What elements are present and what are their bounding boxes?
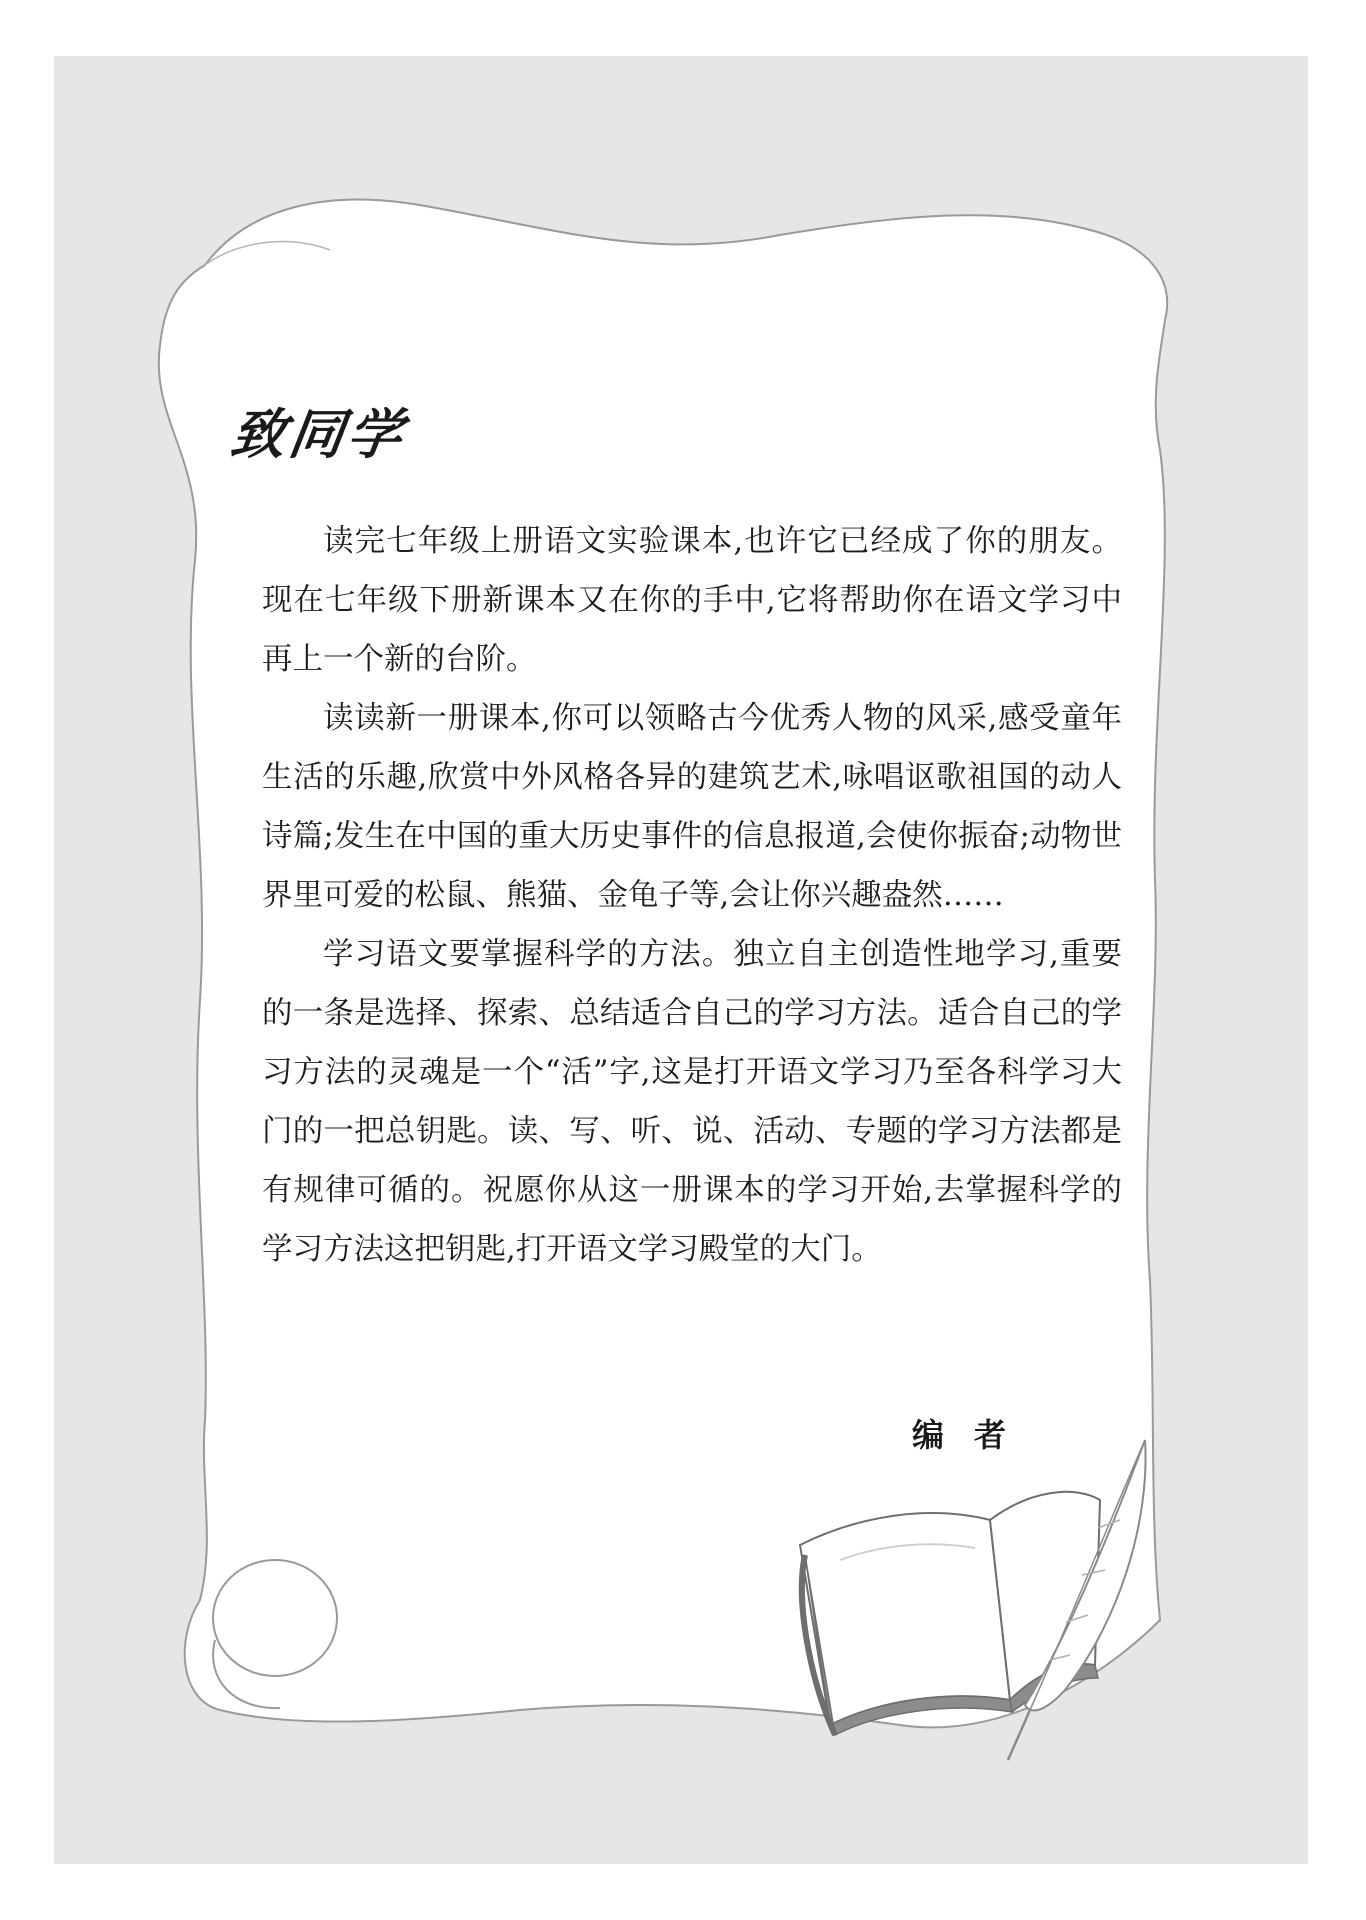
paragraph: 读读新一册课本,你可以领略古今优秀人物的风采,感受童年生活的乐趣,欣赏中外风格各异的建筑艺术,咏唱讴歌祖国的动人诗篇;发生在中国的重大历史事件的信息报道,会使你振奋;动物世界里可爱的松鼠、熊猫、金龟子等,会让你兴趣盎然……: [262, 701, 1122, 913]
paragraph: 学习语文要掌握科学的方法。独立自主创造性地学习,重要的一条是选择、探索、总结适合自己的学习方法。适合自己的学习方法的灵魂是一个“活”字,这是打开语文学习乃至各科学习大门的一把总钥匙。读、写、听、说、活动、专题的学习方法都是有规律可循的。祝愿你从这一册课本的学习开始,去掌握科学的学习方法这把钥匙,打开语文学习殿堂的大门。: [262, 937, 1122, 1267]
letter-body: [262, 512, 1122, 1279]
signature: 编者: [912, 1416, 1037, 1454]
letter-title: 致同学: [227, 403, 410, 466]
paragraph: 读完七年级上册语文实验课本,也许它已经成了你的朋友。现在七年级下册新课本又在你的手中,它将帮助你在语文学习中再上一个新的台阶。: [262, 524, 1122, 677]
